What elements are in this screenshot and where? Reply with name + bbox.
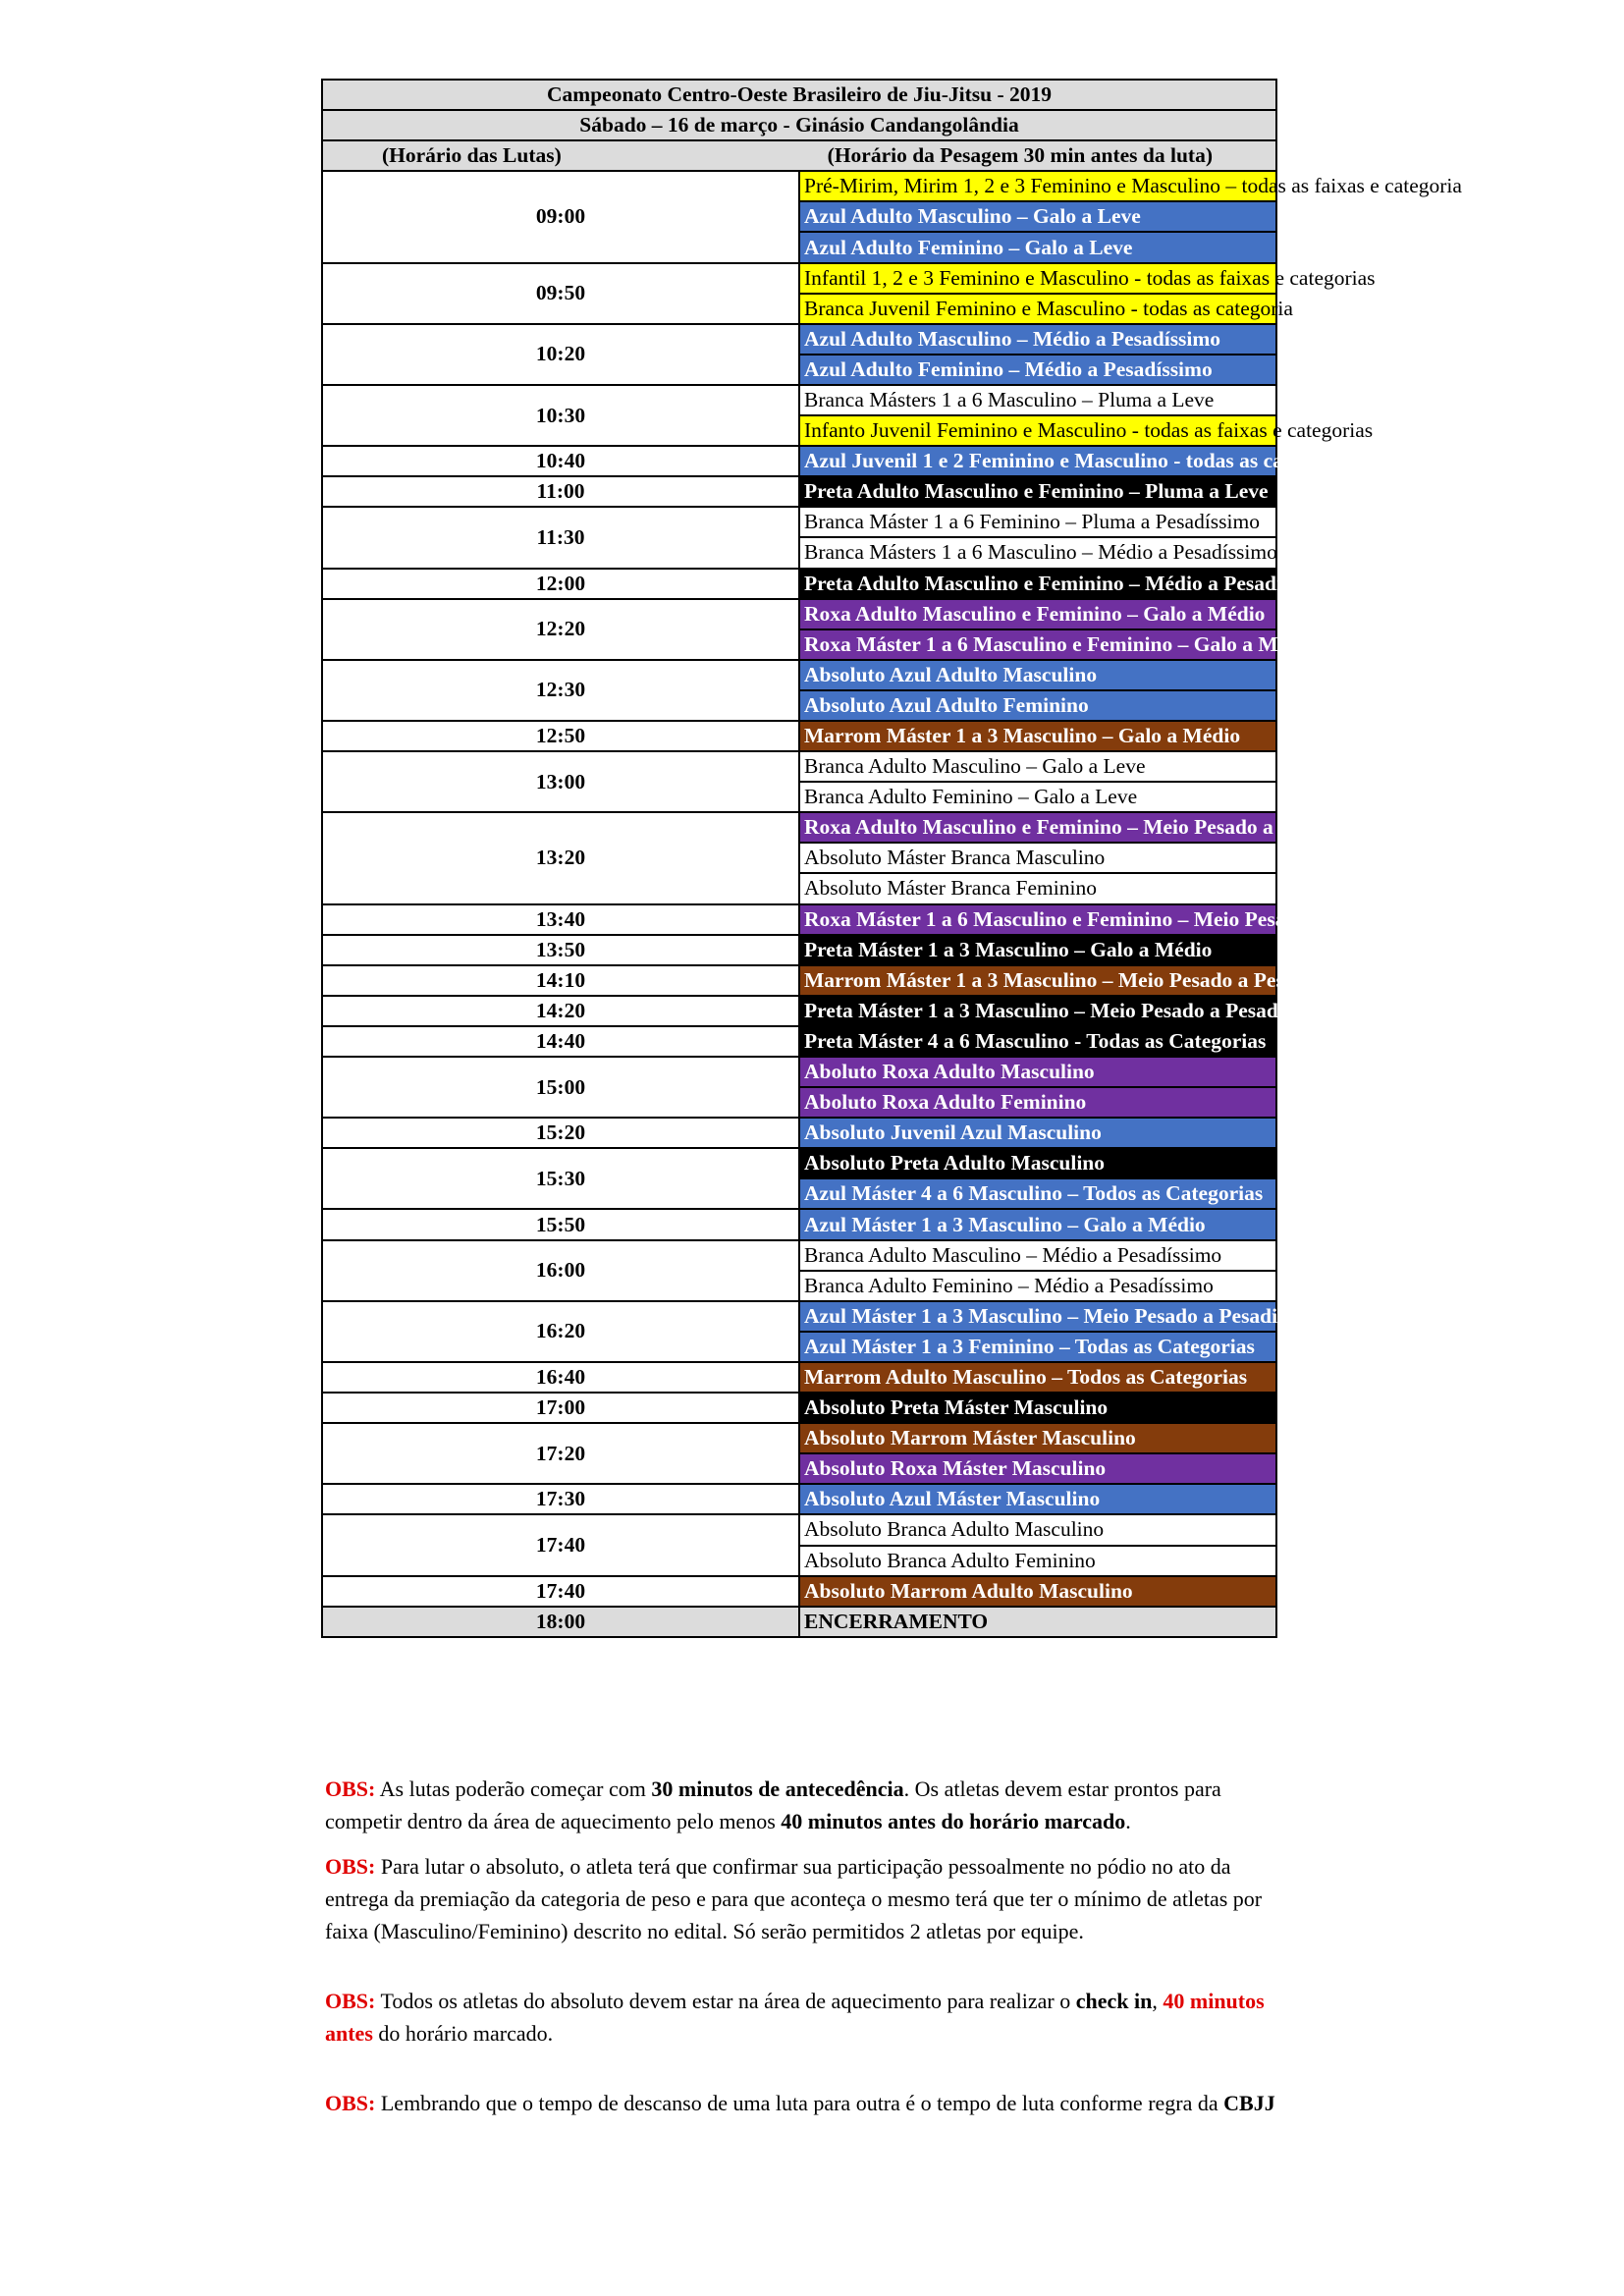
time-cell: 09:00 bbox=[322, 171, 799, 262]
schedule-row bbox=[322, 1118, 1276, 1148]
schedule-row bbox=[322, 385, 1276, 415]
category-cell: Azul Adulto Masculino – Médio a Pesadíssimo bbox=[799, 324, 1276, 355]
schedule-row bbox=[322, 569, 1276, 599]
time-cell: 17:40 bbox=[322, 1514, 799, 1575]
time-cell: 11:00 bbox=[322, 476, 799, 507]
time-cell: 14:20 bbox=[322, 996, 799, 1026]
time-cell: 12:00 bbox=[322, 569, 799, 599]
schedule-row bbox=[322, 1393, 1276, 1423]
note-3-comma: , bbox=[1152, 1989, 1158, 2013]
category-cell: Absoluto Preta Máster Masculino bbox=[799, 1393, 1276, 1423]
category-cell: Marrom Máster 1 a 3 Masculino – Galo a Médio bbox=[799, 721, 1276, 751]
time-cell: 13:50 bbox=[322, 935, 799, 965]
category-cell: Roxa Máster 1 a 6 Masculino e Feminino – Meio Pesado a Pesadissímo bbox=[799, 904, 1276, 935]
note-4 bbox=[325, 2087, 1277, 2119]
category-cell: Preta Máster 1 a 3 Masculino – Galo a Médio bbox=[799, 935, 1276, 965]
category-cell: Branca Adulto Feminino – Galo a Leve bbox=[799, 782, 1276, 812]
category-cell: Absoluto Roxa Máster Masculino bbox=[799, 1453, 1276, 1484]
schedule-row bbox=[322, 1576, 1276, 1607]
schedule-row bbox=[322, 751, 1276, 782]
time-cell: 10:20 bbox=[322, 324, 799, 385]
column-header-fight-time: (Horário das Lutas) bbox=[382, 143, 562, 168]
note-3-check-in: check in bbox=[1075, 1989, 1153, 2013]
category-cell: Aboluto Roxa Adulto Feminino bbox=[799, 1087, 1276, 1118]
header-row-subtitle bbox=[322, 110, 1276, 140]
time-cell: 14:40 bbox=[322, 1026, 799, 1057]
schedule-row bbox=[322, 1057, 1276, 1087]
schedule-row bbox=[322, 476, 1276, 507]
category-cell: Branca Másters 1 a 6 Masculino – Médio a Pesadíssimo bbox=[799, 537, 1276, 568]
obs-label: OBS: bbox=[325, 2091, 376, 2115]
time-cell: 16:00 bbox=[322, 1240, 799, 1301]
note-4-text: Lembrando que o tempo de descanso de uma luta para outra é o tempo de luta conforme regra da bbox=[380, 2091, 1218, 2115]
time-cell: 14:10 bbox=[322, 965, 799, 996]
category-cell: Roxa Adulto Masculino e Feminino – Meio Pesado a Pesadissímo bbox=[799, 812, 1276, 843]
schedule-row bbox=[322, 965, 1276, 996]
event-title: Campeonato Centro-Oeste Brasileiro de Jiu-Jitsu - 2019 bbox=[322, 80, 1276, 110]
note-1-text-e: . bbox=[1125, 1809, 1131, 1833]
schedule-row bbox=[322, 904, 1276, 935]
time-cell: 18:00 bbox=[322, 1607, 799, 1637]
column-headers bbox=[322, 140, 1276, 171]
schedule-row bbox=[322, 1240, 1276, 1271]
note-1-highlight-a: 30 minutos de antecedência bbox=[651, 1777, 904, 1801]
time-cell: 15:20 bbox=[322, 1118, 799, 1148]
time-cell: 16:20 bbox=[322, 1301, 799, 1362]
schedule-table bbox=[321, 79, 1462, 1638]
time-cell: 16:40 bbox=[322, 1362, 799, 1393]
category-cell: Preta Máster 1 a 3 Masculino – Meio Pesado a Pesadissímo bbox=[799, 996, 1276, 1026]
category-cell: Azul Máster 1 a 3 Feminino – Todas as Categorias bbox=[799, 1332, 1276, 1362]
time-cell: 13:20 bbox=[322, 812, 799, 903]
category-cell: Azul Adulto Feminino – Galo a Leve bbox=[799, 232, 1276, 262]
schedule-row bbox=[322, 1607, 1276, 1637]
category-cell: Azul Máster 4 a 6 Masculino – Todos as Categorias bbox=[799, 1178, 1276, 1209]
category-cell: Pré-Mirim, Mirim 1, 2 e 3 Feminino e Masculino – todas as faixas e categoria bbox=[799, 171, 1276, 201]
schedule-row bbox=[322, 1301, 1276, 1332]
category-cell: Branca Adulto Masculino – Médio a Pesadíssimo bbox=[799, 1240, 1276, 1271]
time-cell: 12:20 bbox=[322, 599, 799, 660]
time-cell: 15:00 bbox=[322, 1057, 799, 1118]
category-cell: Marrom Adulto Masculino – Todos as Categorias bbox=[799, 1362, 1276, 1393]
category-cell: Roxa Adulto Masculino e Feminino – Galo a Médio bbox=[799, 599, 1276, 629]
category-cell: Preta Adulto Masculino e Feminino – Pluma a Leve bbox=[799, 476, 1276, 507]
note-3 bbox=[325, 1985, 1277, 2050]
schedule-row bbox=[322, 1484, 1276, 1514]
category-cell: Absoluto Azul Máster Masculino bbox=[799, 1484, 1276, 1514]
category-cell: Roxa Máster 1 a 6 Masculino e Feminino – Galo a Médio bbox=[799, 629, 1276, 660]
schedule-row bbox=[322, 1209, 1276, 1239]
time-cell: 12:50 bbox=[322, 721, 799, 751]
category-cell: Branca Juvenil Feminino e Masculino - todas as categoria bbox=[799, 294, 1276, 324]
header-row-columns bbox=[322, 140, 1276, 171]
category-cell: Infantil 1, 2 e 3 Feminino e Masculino - todas as faixas e categorias bbox=[799, 263, 1276, 294]
category-cell: Absoluto Branca Adulto Feminino bbox=[799, 1546, 1276, 1576]
schedule-row bbox=[322, 599, 1276, 629]
category-cell: Aboluto Roxa Adulto Masculino bbox=[799, 1057, 1276, 1087]
schedule-row bbox=[322, 324, 1276, 355]
time-cell: 13:40 bbox=[322, 904, 799, 935]
note-2 bbox=[325, 1850, 1277, 1947]
schedule-row bbox=[322, 812, 1276, 843]
time-cell: 12:30 bbox=[322, 660, 799, 721]
schedule-body bbox=[322, 80, 1462, 1637]
event-subtitle: Sábado – 16 de março - Ginásio Candangolândia bbox=[322, 110, 1276, 140]
note-3-text-e: do horário marcado. bbox=[378, 2021, 554, 2046]
category-cell: Branca Máster 1 a 6 Feminino – Pluma a Pesadíssimo bbox=[799, 507, 1276, 537]
obs-label: OBS: bbox=[325, 1989, 376, 2013]
time-cell: 17:00 bbox=[322, 1393, 799, 1423]
schedule-row bbox=[322, 996, 1276, 1026]
category-cell: Branca Adulto Masculino – Galo a Leve bbox=[799, 751, 1276, 782]
category-cell: Azul Adulto Masculino – Galo a Leve bbox=[799, 201, 1276, 232]
time-cell: 09:50 bbox=[322, 263, 799, 324]
schedule-row bbox=[322, 263, 1276, 294]
schedule-row bbox=[322, 721, 1276, 751]
time-cell: 10:40 bbox=[322, 446, 799, 476]
category-cell: Absoluto Azul Adulto Feminino bbox=[799, 690, 1276, 721]
category-cell: Branca Adulto Feminino – Médio a Pesadíssimo bbox=[799, 1271, 1276, 1301]
schedule-row bbox=[322, 507, 1276, 537]
schedule-row bbox=[322, 1423, 1276, 1453]
note-1-text-c: . Os atletas devem estar prontos para competir dentro da área de aquecimento pelo menos bbox=[325, 1777, 1221, 1833]
schedule-row bbox=[322, 171, 1276, 201]
category-cell: Absoluto Marrom Máster Masculino bbox=[799, 1423, 1276, 1453]
closing-cell: ENCERRAMENTO bbox=[799, 1607, 1276, 1637]
schedule-row bbox=[322, 446, 1276, 476]
category-cell: Absoluto Máster Branca Feminino bbox=[799, 873, 1276, 903]
category-cell: Azul Adulto Feminino – Médio a Pesadíssimo bbox=[799, 355, 1276, 385]
category-cell: Azul Máster 1 a 3 Masculino – Meio Pesado a Pesadissímo bbox=[799, 1301, 1276, 1332]
time-cell: 17:30 bbox=[322, 1484, 799, 1514]
obs-label: OBS: bbox=[325, 1854, 376, 1879]
category-cell: Preta Máster 4 a 6 Masculino - Todas as Categorias bbox=[799, 1026, 1276, 1057]
category-cell: Absoluto Máster Branca Masculino bbox=[799, 843, 1276, 873]
notes-section bbox=[325, 1773, 1277, 2119]
header-row-title bbox=[322, 80, 1276, 110]
category-cell: Absoluto Branca Adulto Masculino bbox=[799, 1514, 1276, 1545]
time-cell: 15:30 bbox=[322, 1148, 799, 1209]
note-3-text-a: Todos os atletas do absoluto devem estar na área de aquecimento para realizar o bbox=[380, 1989, 1071, 2013]
time-cell: 17:20 bbox=[322, 1423, 799, 1484]
time-cell: 15:50 bbox=[322, 1209, 799, 1239]
schedule-row bbox=[322, 1514, 1276, 1545]
time-cell: 10:30 bbox=[322, 385, 799, 446]
note-1-highlight-b: 40 minutos antes do horário marcado bbox=[781, 1809, 1126, 1833]
category-cell: Marrom Máster 1 a 3 Masculino – Meio Pesado a Pesadissímo bbox=[799, 965, 1276, 996]
category-cell: Absoluto Azul Adulto Masculino bbox=[799, 660, 1276, 690]
category-cell: Absoluto Juvenil Azul Masculino bbox=[799, 1118, 1276, 1148]
category-cell: Absoluto Preta Adulto Masculino bbox=[799, 1148, 1276, 1178]
note-1-text-a: As lutas poderão começar com bbox=[379, 1777, 646, 1801]
schedule-row bbox=[322, 660, 1276, 690]
obs-label: OBS: bbox=[325, 1777, 376, 1801]
note-3-highlight: 40 minutos antes bbox=[325, 1989, 1265, 2046]
schedule-row bbox=[322, 935, 1276, 965]
schedule-row bbox=[322, 1362, 1276, 1393]
category-cell: Preta Adulto Masculino e Feminino – Médio a Pesadissímo bbox=[799, 569, 1276, 599]
schedule-row bbox=[322, 1026, 1276, 1057]
category-cell: Azul Juvenil 1 e 2 Feminino e Masculino - todas as categoria bbox=[799, 446, 1276, 476]
category-cell: Branca Másters 1 a 6 Masculino – Pluma a Leve bbox=[799, 385, 1276, 415]
time-cell: 17:40 bbox=[322, 1576, 799, 1607]
category-cell: Absoluto Marrom Adulto Masculino bbox=[799, 1576, 1276, 1607]
category-cell: Azul Máster 1 a 3 Masculino – Galo a Médio bbox=[799, 1209, 1276, 1239]
category-cell: Infanto Juvenil Feminino e Masculino - todas as faixas e categorias bbox=[799, 415, 1276, 446]
schedule-row bbox=[322, 1148, 1276, 1178]
time-cell: 11:30 bbox=[322, 507, 799, 568]
note-1 bbox=[325, 1773, 1277, 1837]
note-4-cbjj: CBJJ bbox=[1223, 2091, 1275, 2115]
note-2-text: Para lutar o absoluto, o atleta terá que confirmar sua participação pessoalmente no pódio no ato da entrega da premiação da categoria de peso e para que aconteça o mesmo terá que ter o mínimo de atletas por faixa (Masculino/Feminino) descrito no edital. Só serão permitidos 2 atletas por equipe. bbox=[325, 1854, 1263, 1943]
column-header-weigh-in: (Horário da Pesagem 30 min antes da luta) bbox=[827, 143, 1213, 168]
time-cell: 13:00 bbox=[322, 751, 799, 812]
